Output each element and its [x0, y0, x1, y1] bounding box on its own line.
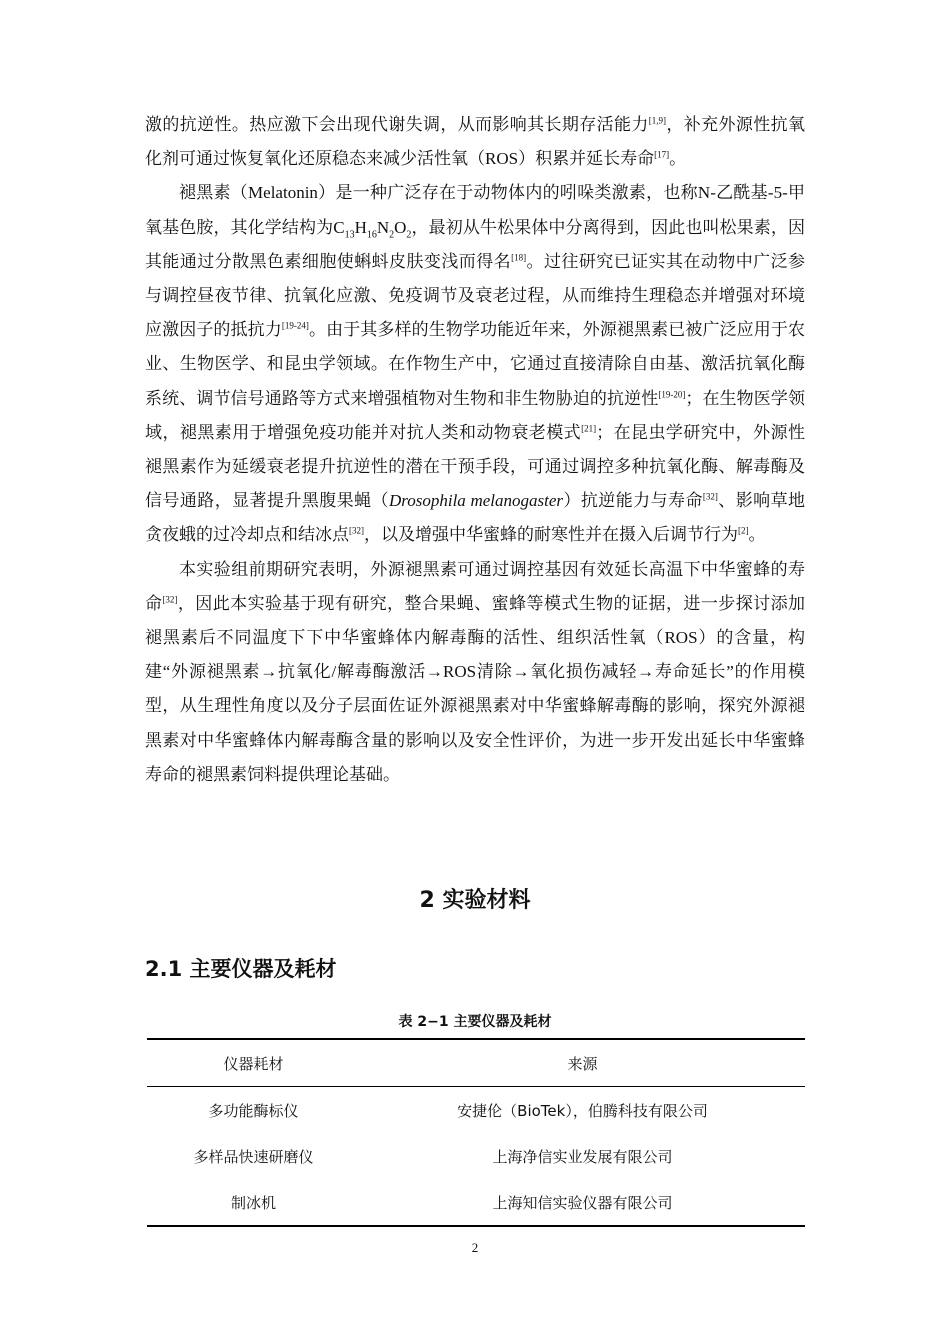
column-header-source: 来源	[567, 1054, 598, 1073]
document-page	[145, 108, 806, 1212]
citation: [32]	[162, 594, 178, 605]
table-header-row	[147, 1039, 805, 1087]
paragraph-text: ；在昆虫学研究中，外源性褪黑素作为延缓衰老提升抗逆性的潜在干预手段，可通过调控多种抗氧化酶、解毒酶及信号通路，显著提升黑腹果蝇（	[145, 422, 806, 511]
body-paragraph-3	[145, 553, 805, 792]
paragraph-text: 。过往研究已证实其在动物中广泛参与调控昼夜节律、抗氧化应激、免疫调节及衰老过程，从而维持生理稳态并增强对环境应激因子的抵抗力	[145, 251, 806, 340]
formula-subscript: 2	[389, 229, 395, 240]
paragraph-text: ；在生物医学领域，褪黑素用于增强免疫功能并对抗人类和动物衰老模式	[145, 388, 806, 442]
paragraph-text: N	[376, 217, 390, 237]
paragraph-text: 褪黑素（Melatonin）是一种广泛存在于动物体内的吲哚类激素，也称N-乙酰基-5-甲氧基色胺，其化学结构为C	[145, 183, 805, 237]
section-heading: 2 实验材料	[419, 888, 531, 913]
formula-subscript: 2	[406, 229, 412, 240]
table-row	[147, 1133, 805, 1179]
body-paragraph-1	[145, 108, 805, 176]
citation: [17]	[654, 149, 670, 160]
paragraph-text: 本实验组前期研究表明，外源褪黑素可通过调控基因有效延长高温下中华蜜蜂的寿命	[145, 559, 805, 613]
paragraph-text: ）抗逆能力与寿命	[563, 491, 703, 511]
table-row	[147, 1087, 805, 1134]
page-number: 2	[471, 1240, 479, 1255]
citation: [18]	[511, 252, 527, 263]
equipment-table	[147, 1038, 805, 1227]
paragraph-text: 激的抗逆性。热应激下会出现代谢失调，从而影响其长期存活能力	[145, 115, 649, 134]
paragraph-text: ，最初从牛松果体中分离得到，因此也叫松果素，因其能通过分散黑色素细胞使蝌蚪皮肤变浅而得名	[145, 217, 805, 271]
citation: [19-24]	[281, 320, 309, 331]
table-cell-source: 安捷伦（BioTek），伯腾科技有限公司	[457, 1101, 708, 1120]
citation: [2]	[738, 525, 749, 536]
table-cell-source: 上海净信实业发展有限公司	[492, 1147, 673, 1166]
paragraph-text: ，以及增强中华蜜蜂的耐寒性并在摄入后调节行为	[364, 525, 738, 545]
citation: [32]	[702, 491, 718, 502]
paragraph-text: ，补充外源性抗氧化剂可通过恢复氧化还原稳态来减少活性氧（ROS）积累并延长寿命	[145, 115, 806, 169]
formula-subscript: 16	[366, 229, 377, 240]
table-cell-equipment: 制冰机	[231, 1193, 277, 1212]
citation: [21]	[581, 423, 597, 434]
paragraph-text: H	[354, 217, 367, 237]
paragraph-text: 。	[669, 149, 687, 169]
body-paragraph-2	[145, 176, 805, 552]
table-row	[147, 1179, 805, 1226]
paragraph-text: 、影响草地贪夜蛾的过冷却点和结冰点	[145, 491, 806, 545]
citation: [32]	[349, 525, 364, 536]
species-name: Drosophila melanogaster	[388, 491, 564, 511]
table-cell-equipment: 多样品快速研磨仪	[193, 1147, 314, 1166]
table-cell-equipment: 多功能酶标仪	[208, 1101, 299, 1120]
table-caption: 表 2−1 主要仪器及耗材	[398, 1014, 552, 1030]
citation: [1,9]	[648, 115, 667, 126]
paragraph-text: 。由于其多样的生物学功能近年来，外源褪黑素已被广泛应用于农业、生物医学、和昆虫学领域。在作物生产中，它通过直接清除自由基、激活抗氧化酶系统、调节信号通路等方式来增强植物对生物和非生物胁迫的抗逆性	[145, 320, 806, 408]
subsection-heading: 2.1 主要仪器及耗材	[145, 957, 337, 981]
column-header-equipment: 仪器耗材	[223, 1054, 284, 1073]
citation: [19-20]	[658, 388, 686, 399]
paragraph-text: ，因此本实验基于现有研究，整合果蝇、蜜蜂等模式生物的证据，进一步探讨添加褪黑素后不同温度下下中华蜜蜂体内解毒酶的活性、组织活性氧（ROS）的含量，构建“外源褪黑素→抗氧化/解毒酶激活→ROS清除→氧化损伤减轻→寿命延长”的作用模型，从生理性角度以及分子层面佐证外源褪黑素对中华蜜蜂解毒酶的影响，探究外源褪黑素对中华蜜蜂体内解毒酶含量的影响以及安全性评价，为进一步开发出延长中华蜜蜂寿命的褪黑素饲料提供理论基础。	[145, 593, 806, 784]
paragraph-text: 。	[748, 525, 766, 545]
paragraph-text: O	[394, 217, 407, 237]
table-cell-source: 上海知信实验仪器有限公司	[492, 1193, 673, 1212]
formula-subscript: 13	[344, 229, 355, 240]
